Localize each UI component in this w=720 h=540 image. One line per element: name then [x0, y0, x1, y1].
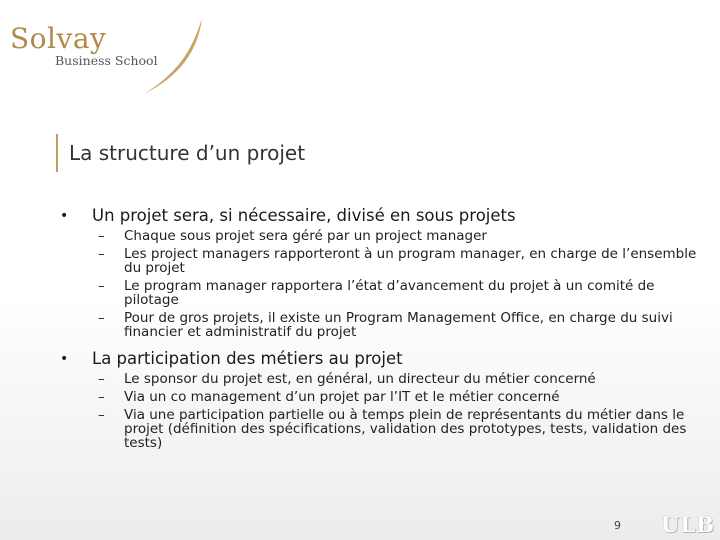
bullet-2-text: La participation des métiers au projet: [92, 349, 403, 368]
sub-item: – Pour de gros projets, il existe un Program Management Office, en charge du suivi financier et administratif du projet: [98, 310, 673, 340]
slide-title: La structure d’un projet: [69, 141, 306, 165]
title-accent-bar: [56, 134, 58, 172]
bullet-2: [60, 349, 710, 369]
logo-swoosh-icon: [140, 16, 210, 98]
sub-item: – Le sponsor du projet est, en général, un directeur du métier concerné: [98, 371, 596, 387]
bullet-dot-icon: •: [60, 208, 69, 224]
bullet-2-subitems: [60, 372, 710, 450]
sub-item: – Le program manager rapportera l’état d’avancement du projet à un comité de pilotage: [98, 278, 655, 308]
solvay-logo: [10, 22, 210, 102]
bullet-1: [60, 206, 710, 226]
bullet-1-subitems: [60, 229, 710, 339]
bullet-list: [60, 206, 710, 454]
sub-item: – Les project managers rapporteront à un program manager, en charge de l’ensemble du projet: [98, 246, 697, 276]
sub-item: – Chaque sous projet sera géré par un project manager: [98, 228, 487, 244]
bullet-1-text: Un projet sera, si nécessaire, divisé en sous projets: [92, 206, 516, 225]
sub-item: – Via une participation partielle ou à temps plein de représentants du métier dans le projet (définition des spécifications, validation des prototypes, tests, validation des tests): [98, 407, 687, 451]
sub-item: – Via un co management d’un projet par l’IT et le métier concerné: [98, 389, 560, 405]
logo-name: Solvay: [10, 22, 107, 55]
page-number: 9: [614, 519, 621, 532]
bullet-dot-icon: •: [60, 351, 69, 367]
ulb-logo: ULB: [661, 512, 715, 537]
logo-subtitle: Business School: [55, 53, 158, 68]
